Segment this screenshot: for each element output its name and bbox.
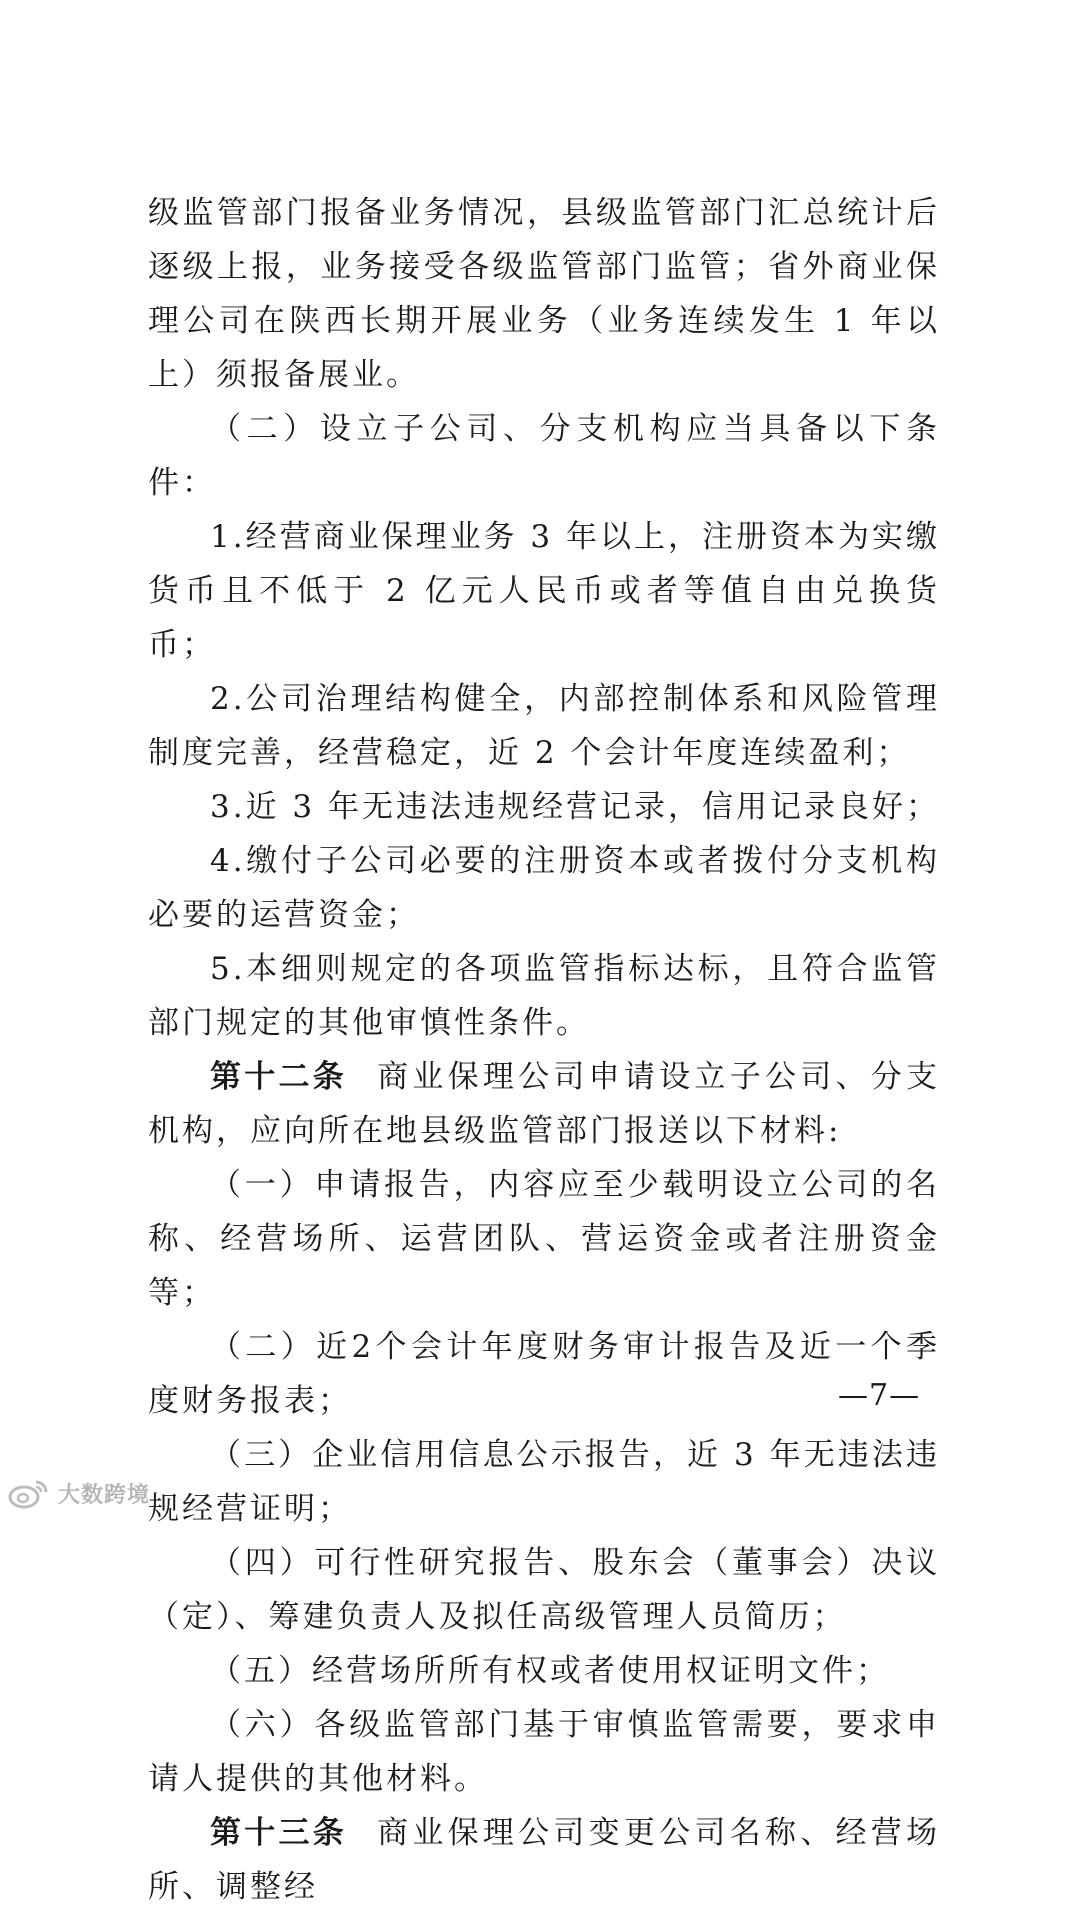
article-13-heading: 第十三条 [210, 1815, 348, 1851]
paragraph-8: （一）申请报告，内容应至少载明设立公司的名称、经营场所、运营团队、营运资金或者注册资金等； [148, 1167, 940, 1311]
weibo-logo-icon [8, 1476, 52, 1510]
page-number: —7— [838, 1378, 921, 1413]
paragraph-10: （三）企业信用信息公示报告，近 3 年无违法违规经营证明； [148, 1437, 940, 1527]
paragraph-0: 级监管部门报备业务情况，县级监管部门汇总统计后逐级上报，业务接受各级监管部门监管；省外商业保理公司在陕西长期开展业务（业务连续发生 1 年以上）须报备展业。 [148, 195, 940, 393]
article-12-heading: 第十二条 [210, 1059, 348, 1095]
document-body [148, 186, 940, 1914]
article-13-text: 商业保理公司变更公司名称、经营场所、调整经 [148, 1815, 941, 1905]
paragraph-13: （六）各级监管部门基于审慎监管需要，要求申请人提供的其他材料。 [148, 1707, 940, 1797]
watermark-text: 大数跨境 [58, 1482, 151, 1508]
paragraph-3: 2.公司治理结构健全，内部控制体系和风险管理制度完善，经营稳定，近 2 个会计年度连续盈利； [148, 681, 940, 771]
paragraph-9: （二）近2个会计年度财务审计报告及近一个季度财务报表； [148, 1329, 940, 1419]
paragraph-5: 4.缴付子公司必要的注册资本或者拨付分支机构必要的运营资金； [148, 843, 940, 933]
article-12-paragraph [148, 1050, 940, 1158]
paragraph-4: 3.近 3 年无违法违规经营记录，信用记录良好； [210, 789, 941, 825]
article-12-text: 商业保理公司申请设立子公司、分支机构，应向所在地县级监管部门报送以下材料: [148, 1059, 941, 1149]
paragraph-11: （四）可行性研究报告、股东会（董事会）决议（定）、筹建负责人及拟任高级管理人员简历； [148, 1545, 940, 1635]
paragraph-1: （二）设立子公司、分支机构应当具备以下条件： [148, 411, 940, 501]
watermark [8, 1476, 150, 1510]
paragraph-12: （五）经营场所所有权或者使用权证明文件； [210, 1653, 890, 1689]
paragraph-6: 5.本细则规定的各项监管指标达标，且符合监管部门规定的其他审慎性条件。 [148, 951, 940, 1041]
paragraph-2: 1.经营商业保理业务 3 年以上，注册资本为实缴货币且不低于 2 亿元人民币或者等值自由兑换货币； [148, 519, 941, 663]
article-13-paragraph [148, 1806, 940, 1914]
